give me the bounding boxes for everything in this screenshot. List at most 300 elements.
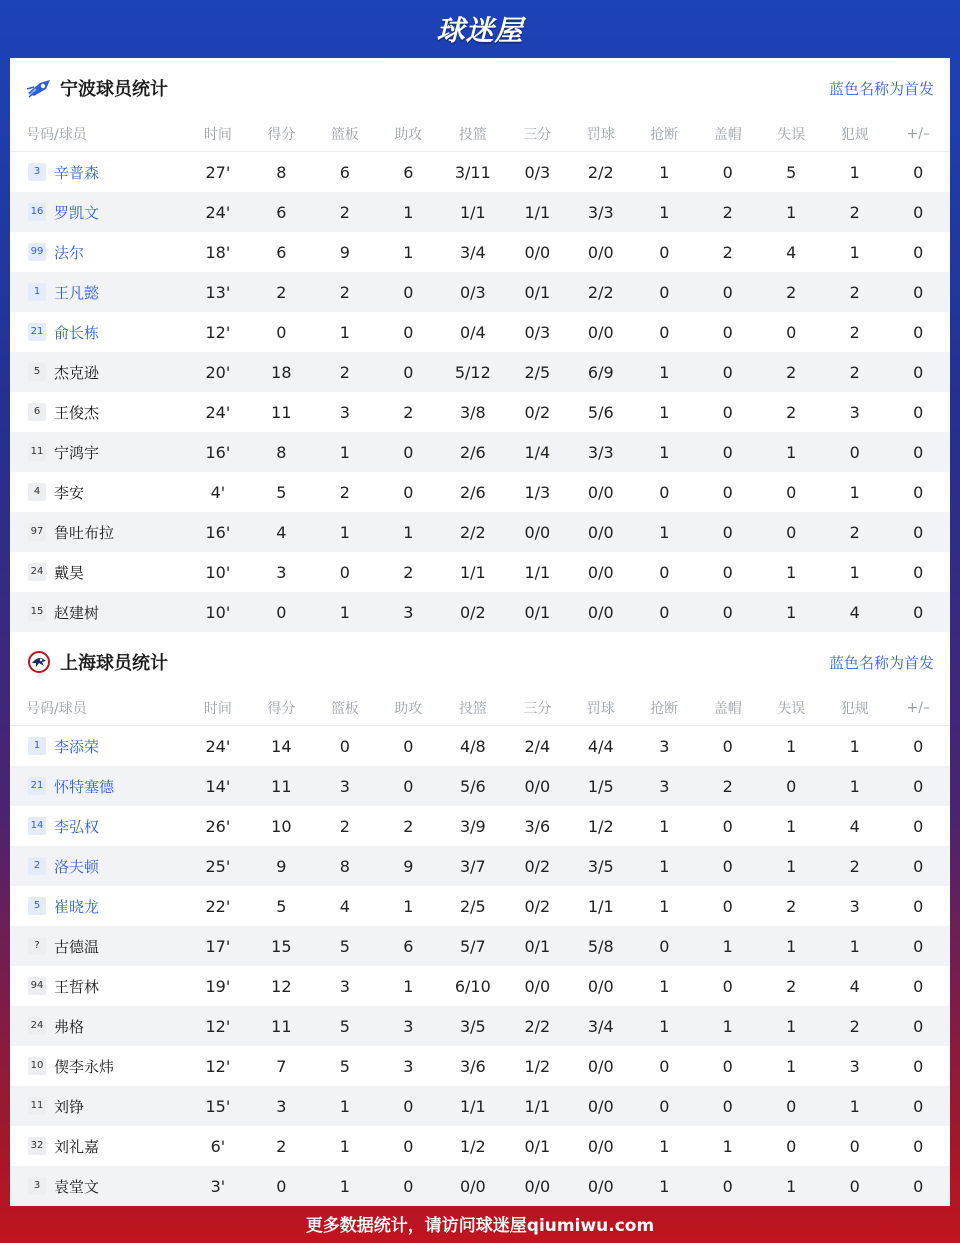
stat-cell: 0 [722,322,733,342]
jersey-number-badge: 99 [28,243,46,261]
stat-cell: 2/5 [506,352,569,392]
table-header-row [10,118,950,152]
stat-cell: 4 [250,512,313,552]
stat-cell: 1 [760,1166,823,1206]
stat-cell: 2 [786,976,797,996]
player-name: 偰李永炜 [54,1057,115,1076]
stat-cell: 2 [339,816,350,836]
team-title: 上海球员统计 [60,653,168,674]
player-cell [10,846,186,886]
jersey-number-badge: 1 [28,283,46,301]
stat-cell: 0/0 [506,512,569,552]
stat-cell: 1/1 [506,192,569,232]
stat-cell: 24' [186,192,249,232]
stat-cell: 1/2 [459,1136,486,1156]
stat-cell: 0 [760,512,823,552]
player-name: 刘铮 [54,1097,85,1116]
stat-cell: 9 [339,242,350,262]
column-header: 时间 [186,118,249,152]
stat-cell: 3/6 [459,1056,486,1076]
jersey-number-badge: 5 [28,363,46,381]
stat-cell: 3 [849,896,860,916]
stat-cell: 6 [339,162,350,182]
jersey-number-badge: 21 [28,323,46,341]
jersey-number-badge: 2 [28,857,46,875]
stat-cell: 1 [760,432,823,472]
stat-cell: 0 [377,1086,440,1126]
stat-cell: 0 [886,766,950,806]
player-name: 古德温 [54,937,100,956]
stat-cell: 5 [786,162,797,182]
column-header: 盖帽 [696,118,759,152]
stat-cell: 0 [696,1086,759,1126]
stat-cell: 1 [633,352,696,392]
stat-cell: 5 [276,896,287,916]
column-header: 犯规 [823,118,886,152]
stat-cell: 3/5 [440,1006,506,1046]
jersey-number-badge: 24 [28,1017,46,1035]
stat-cell: 0 [886,432,950,472]
stat-cell: 22' [205,896,231,916]
player-stats-table [10,118,950,632]
stat-cell: 3/4 [459,242,486,262]
stat-cell: 3 [339,402,350,422]
jersey-number-badge: 3 [28,1177,46,1195]
stat-cell: 2 [339,482,350,502]
team-section-ningbo [10,58,950,632]
stat-cell: 3 [659,736,670,756]
team-header [10,58,950,118]
stat-cell: 1 [633,846,696,886]
jersey-number-badge: 3 [28,163,46,181]
stat-cell: 0 [696,592,759,632]
footer-text: 更多数据统计，请访问球迷屋qiumiwu.com [305,1215,655,1236]
stat-cell: 9 [250,846,313,886]
stat-cell: 0/0 [440,1166,506,1206]
stat-cell: 1 [403,976,414,996]
player-name: 弗格 [54,1017,85,1036]
player-cell [10,1126,186,1166]
stat-cell: 16' [186,432,249,472]
player-name: 杰克逊 [54,363,100,382]
stat-cell: 19' [205,976,231,996]
stat-cell: 1/3 [524,482,551,502]
stat-cell: 2 [250,272,313,312]
player-cell [10,432,186,472]
player-name: 俞长栋 [54,323,100,342]
stat-cell: 1 [823,1086,886,1126]
stat-cell: 2 [823,352,886,392]
stat-cell: 3/8 [459,402,486,422]
stat-cell: 1/1 [587,896,614,916]
stat-cell: 2/6 [440,432,506,472]
stat-cell: 0/2 [524,896,551,916]
player-name: 戴昊 [54,563,85,582]
table-row [10,272,950,312]
player-cell [10,1086,186,1126]
stat-cell: 3/3 [569,432,632,472]
brand-logo: 球迷屋 [436,14,524,47]
stat-cell: 4/4 [587,736,614,756]
stat-cell: 8 [313,846,376,886]
ningbo-rockets-logo-icon [26,75,52,101]
stat-cell: 0/0 [569,1086,632,1126]
stat-cell: 2/2 [440,512,506,552]
stat-cell: 0 [760,1086,823,1126]
table-row [10,966,950,1006]
stat-cell: 1 [786,736,797,756]
stat-cell: 15 [250,926,313,966]
stat-cell: 2 [760,352,823,392]
column-header: 篮板 [313,118,376,152]
stat-cell: 18 [250,352,313,392]
player-cell [10,472,186,512]
stat-cell: 8 [250,432,313,472]
table-row [10,432,950,472]
stat-cell: 1 [659,976,670,996]
table-row [10,512,950,552]
column-header: 助攻 [377,692,440,726]
jersey-number-badge: 11 [28,443,46,461]
column-header: 得分 [250,692,313,726]
stat-cell: 0 [276,322,287,342]
stat-cell: 2 [696,766,759,806]
stat-cell: 2/6 [459,482,486,502]
stat-cell: 0/2 [440,592,506,632]
player-cell [10,552,186,592]
player-name: 袁堂文 [54,1177,100,1196]
stat-cell: 0 [886,592,950,632]
table-row [10,926,950,966]
stat-cell: 0 [913,162,924,182]
player-name: 宁鸿宇 [54,443,100,462]
player-name: 李添荣 [54,737,100,756]
stat-cell: 3 [339,976,350,996]
stat-cell: 5/6 [440,766,506,806]
table-row [10,766,950,806]
column-header: 投篮 [440,692,506,726]
stat-cell: 0 [696,846,759,886]
jersey-number-badge: 11 [28,1097,46,1115]
stat-cell: 0 [659,1056,670,1076]
stat-cell: 1/1 [440,1086,506,1126]
stat-cell: 24' [205,402,231,422]
player-cell [10,766,186,806]
stat-cell: 0 [722,976,733,996]
stat-cell: 0 [377,432,440,472]
stat-cell: 0 [786,482,797,502]
player-name: 辛普森 [54,163,100,182]
stat-cell: 11 [250,1006,313,1046]
starter-legend-note: 蓝色名称为首发 [828,653,934,672]
player-cell [10,312,186,352]
stat-cell: 2 [313,192,376,232]
stat-cell: 3/7 [440,846,506,886]
stat-cell: 4 [339,896,350,916]
stat-cell: 0 [696,1166,759,1206]
stat-cell: 0 [886,512,950,552]
stat-cell: 2 [786,402,797,422]
player-cell [10,726,186,767]
table-row [10,1126,950,1166]
stat-cell: 4 [823,592,886,632]
table-row [10,232,950,272]
player-name: 怀特塞德 [54,777,115,796]
stat-cell: 0 [250,1166,313,1206]
table-row [10,806,950,846]
stat-cell: 9 [377,846,440,886]
stat-cell: 2 [823,1006,886,1046]
stat-cell: 18' [205,242,231,262]
stat-cell: 0 [913,816,924,836]
stat-cell: 1 [696,1006,759,1046]
stat-cell: 0 [722,562,733,582]
stat-cell: 1 [696,926,759,966]
stat-cell: 7 [276,1056,287,1076]
stat-cell: 12' [205,322,231,342]
player-name: 鲁吐布拉 [54,523,115,542]
stat-cell: 0 [886,926,950,966]
stat-cell: 13' [186,272,249,312]
table-row [10,1166,950,1206]
stat-cell: 1/2 [587,816,614,836]
stat-cell: 3 [633,766,696,806]
stat-cell: 0 [913,976,924,996]
stat-cell: 16' [186,512,249,552]
stat-cell: 1 [849,162,860,182]
jersey-number-badge: 16 [28,203,46,221]
column-header: +/– [886,692,950,726]
stat-cell: 0 [339,736,350,756]
starter-legend-note: 蓝色名称为首发 [828,79,934,98]
stat-cell: 0 [722,896,733,916]
stat-cell: 2/2 [587,162,614,182]
table-row [10,192,950,232]
stat-cell: 6 [403,162,414,182]
player-cell [10,1046,186,1086]
player-cell [10,152,186,193]
column-header: 时间 [186,692,249,726]
table-row [10,726,950,767]
stat-cell: 0/3 [524,322,551,342]
player-cell [10,512,186,552]
stat-cell: 0 [659,482,670,502]
column-header: 罚球 [569,118,632,152]
stat-cell: 2 [403,402,414,422]
stat-cell: 0/0 [587,1056,614,1076]
stat-cell: 2 [276,1136,287,1156]
stat-cell: 12' [186,1006,249,1046]
stat-cell: 0/4 [459,322,486,342]
stat-cell: 4 [849,976,860,996]
player-cell [10,806,186,846]
stat-cell: 0/0 [587,322,614,342]
jersey-number-badge: 14 [28,817,46,835]
stat-cell: 0/0 [506,766,569,806]
stat-cell: 1 [849,242,860,262]
stat-cell: 0/0 [587,482,614,502]
stat-cell: 0 [403,482,414,502]
column-header: 号码/球员 [10,692,186,726]
stat-cell: 0 [696,432,759,472]
stat-cell: 6 [377,926,440,966]
stat-cell: 1 [760,926,823,966]
stat-cell: 0 [633,926,696,966]
stat-cell: 0 [339,562,350,582]
stat-cell: 14 [271,736,292,756]
player-name: 洛夫顿 [54,857,100,876]
stat-cell: 4/8 [459,736,486,756]
stat-cell: 1 [403,896,414,916]
table-row [10,352,950,392]
stat-cell: 0/0 [587,562,614,582]
column-header: 抢断 [633,692,696,726]
stat-cell: 0 [722,162,733,182]
column-header: 罚球 [569,692,632,726]
stat-cell: 3 [377,1006,440,1046]
jersey-number-badge: 1 [28,737,46,755]
stat-cell: 1 [313,512,376,552]
column-header: +/– [886,118,950,152]
stat-cell: 0 [250,592,313,632]
footer-banner [0,1203,960,1243]
stat-cell: 0 [886,352,950,392]
stat-cell: 14' [186,766,249,806]
player-name: 李弘权 [54,817,100,836]
stat-cell: 5/7 [440,926,506,966]
stat-cell: 1 [377,512,440,552]
player-stats-table [10,692,950,1206]
player-cell [10,592,186,632]
stat-cell: 1 [633,512,696,552]
stat-cell: 3 [276,562,287,582]
stat-cell: 2 [722,242,733,262]
column-header: 三分 [506,692,569,726]
stat-cell: 1 [633,1006,696,1046]
brand-header [0,0,960,58]
stat-cell: 0 [722,736,733,756]
stat-cell: 3 [403,1056,414,1076]
stat-cell: 11 [271,402,292,422]
stat-cell: 6 [276,242,287,262]
stat-cell: 5/12 [440,352,506,392]
jersey-number-badge: 15 [28,603,46,621]
stat-cell: 10' [186,592,249,632]
stat-cell: 0 [633,592,696,632]
table-row [10,886,950,926]
player-cell [10,886,186,926]
stat-cell: 0 [913,736,924,756]
stat-cell: 0 [913,402,924,422]
table-row [10,1006,950,1046]
stat-cell: 0 [722,402,733,422]
stat-cell: 0 [696,352,759,392]
stat-cell: 0 [913,896,924,916]
stat-cell: 2/2 [569,272,632,312]
stat-cell: 3/9 [459,816,486,836]
stat-cell: 0 [786,322,797,342]
column-header: 号码/球员 [10,118,186,152]
stat-cell: 0/3 [524,162,551,182]
stat-cell: 0/3 [440,272,506,312]
stat-cell: 1 [313,592,376,632]
column-header: 投篮 [440,118,506,152]
stat-cell: 1/1 [506,1086,569,1126]
stat-cell: 0/1 [524,1136,551,1156]
stat-cell: 3/6 [524,816,551,836]
stat-cell: 0/0 [587,242,614,262]
stat-cell: 0 [722,482,733,502]
stat-cell: 0 [913,482,924,502]
stat-cell: 0 [722,1056,733,1076]
column-header: 犯规 [823,692,886,726]
table-row [10,552,950,592]
stat-cell: 1/1 [524,562,551,582]
stat-cell: 0 [696,512,759,552]
stat-cell: 2 [403,816,414,836]
stat-cell: 5 [339,1056,350,1076]
stat-cell: 1 [377,192,440,232]
stat-cell: 1/2 [524,1056,551,1076]
stat-cell: 0 [786,1136,797,1156]
stat-cell: 10 [271,816,292,836]
stat-cell: 0 [377,766,440,806]
stat-cell: 26' [205,816,231,836]
table-row [10,312,950,352]
jersey-number-badge: 21 [28,777,46,795]
stat-cell: 11 [250,766,313,806]
stat-cell: 0/2 [506,846,569,886]
stat-cell: 2 [760,272,823,312]
player-name: 法尔 [54,243,85,262]
stat-cell: 1 [722,1136,733,1156]
stat-cell: 0 [913,562,924,582]
column-header: 篮板 [313,692,376,726]
stat-cell: 15' [186,1086,249,1126]
player-cell [10,966,186,1006]
stat-cell: 2/2 [506,1006,569,1046]
column-header: 三分 [506,118,569,152]
stat-cell: 0/0 [587,1136,614,1156]
stat-cell: 1 [633,192,696,232]
stat-cell: 0 [886,846,950,886]
stat-cell: 6 [250,192,313,232]
stat-cell: 3 [377,592,440,632]
stat-cell: 0/0 [569,592,632,632]
stat-cell: 2 [313,352,376,392]
stat-cell: 3 [250,1086,313,1126]
stat-cell: 0 [913,322,924,342]
stat-cell: 0 [403,1136,414,1156]
player-cell [10,392,186,432]
stat-cell: 1 [659,1136,670,1156]
column-header: 抢断 [633,118,696,152]
stat-cell: 1 [849,482,860,502]
stat-cell: 0 [823,1166,886,1206]
stat-cell: 3/11 [454,162,491,182]
stat-cell: 1 [849,562,860,582]
stat-cell: 1 [659,402,670,422]
jersey-number-badge: 32 [28,1137,46,1155]
stat-cell: 1 [659,816,670,836]
stat-cell: 1/4 [506,432,569,472]
table-row [10,1046,950,1086]
stat-cell: 1 [849,736,860,756]
stat-cell: 1/1 [459,562,486,582]
stat-cell: 0/0 [524,976,551,996]
stat-cell: 1 [760,592,823,632]
jersey-number-badge: 5 [28,897,46,915]
